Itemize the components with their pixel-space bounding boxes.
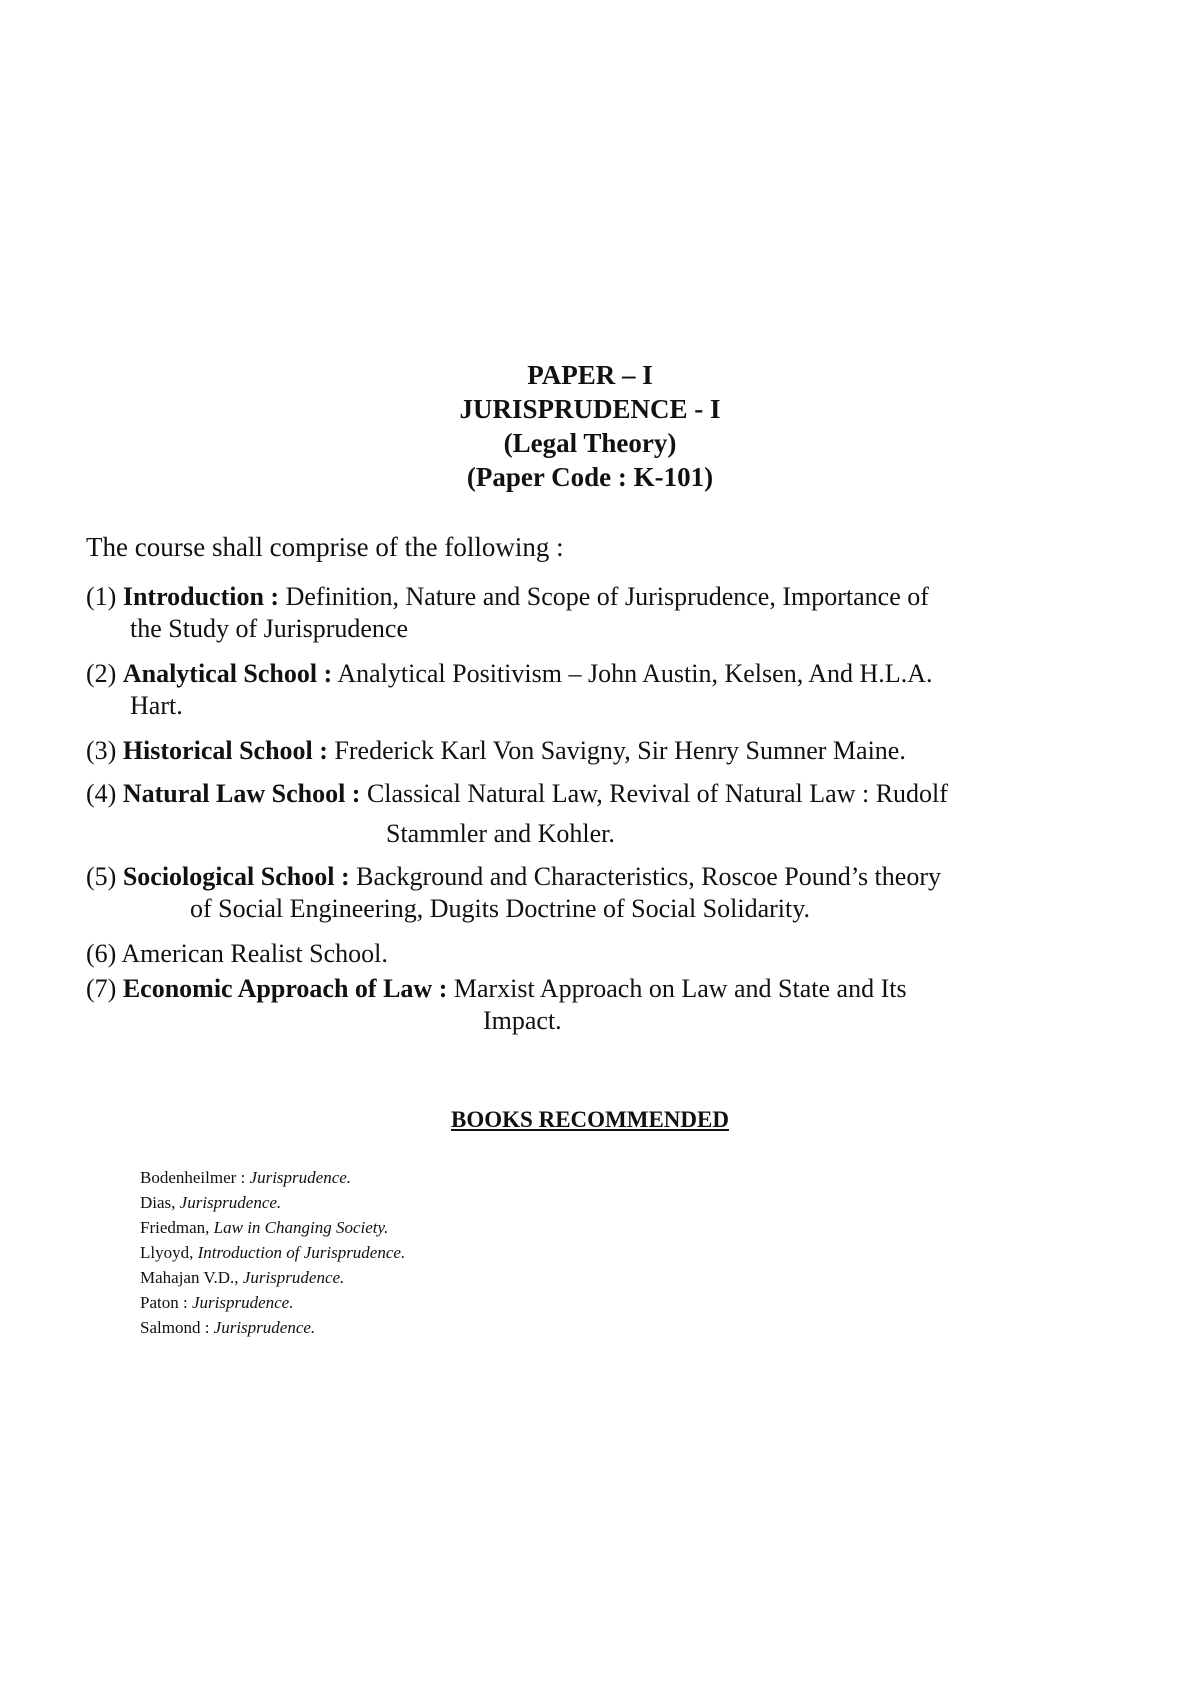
- item-2-continuation: Hart.: [130, 691, 183, 720]
- item-title: Economic Approach of Law :: [122, 974, 448, 1003]
- item-title: Historical School :: [122, 736, 328, 765]
- course-item-5: [86, 860, 941, 893]
- course-item-6: [86, 937, 388, 970]
- book-entry: [140, 1265, 405, 1290]
- book-entry: [140, 1215, 405, 1240]
- books-list: [140, 1165, 405, 1340]
- book-entry: [140, 1315, 405, 1340]
- item-title: Sociological School :: [122, 862, 350, 891]
- book-entry: [140, 1190, 405, 1215]
- item-text: Analytical Positivism – John Austin, Kelsen, And H.L.A.: [337, 659, 933, 688]
- book-author: Bodenheilmer :: [140, 1168, 246, 1187]
- item-number: (7): [86, 974, 117, 1003]
- book-entry: [140, 1240, 405, 1265]
- item-text: American Realist School.: [121, 939, 388, 968]
- item-title: Introduction :: [122, 582, 280, 611]
- book-entry: [140, 1290, 405, 1315]
- paper-title: JURISPRUDENCE - I: [459, 394, 721, 424]
- item-number: (4): [86, 779, 117, 808]
- course-item-1: [86, 580, 929, 613]
- course-item-2: [86, 657, 932, 690]
- paper-code: (Paper Code : K-101): [466, 462, 714, 492]
- course-item-7: [86, 972, 907, 1005]
- books-recommended-heading: BOOKS RECOMMENDED: [451, 1107, 729, 1132]
- item-text: Frederick Karl Von Savigny, Sir Henry Sumner Maine.: [334, 736, 906, 765]
- book-entry: [140, 1165, 405, 1190]
- course-item-4: [86, 777, 948, 810]
- book-title: Jurisprudence.: [249, 1168, 352, 1187]
- item-number: (5): [86, 862, 117, 891]
- course-item-3: [86, 734, 906, 767]
- course-intro: The course shall comprise of the following :: [86, 532, 564, 562]
- item-text: Classical Natural Law, Revival of Natural Law : Rudolf: [366, 779, 948, 808]
- book-title: Jurisprudence.: [213, 1318, 316, 1337]
- item-text: Background and Characteristics, Roscoe Pound’s theory: [356, 862, 941, 891]
- item-7-continuation: Impact.: [483, 1006, 562, 1035]
- book-author: Llyoyd,: [140, 1243, 194, 1262]
- item-5-continuation: of Social Engineering, Dugits Doctrine of Social Solidarity.: [190, 894, 811, 923]
- item-title: Analytical School :: [122, 659, 333, 688]
- book-title: Jurisprudence.: [179, 1193, 282, 1212]
- item-text: Marxist Approach on Law and State and Its: [453, 974, 907, 1003]
- item-text: Definition, Nature and Scope of Jurisprudence, Importance of: [285, 582, 929, 611]
- item-number: (2): [86, 659, 117, 688]
- page-header: [0, 358, 1180, 494]
- book-title: Jurisprudence.: [242, 1268, 345, 1287]
- book-title: Jurisprudence.: [191, 1293, 294, 1312]
- item-4-continuation: Stammler and Kohler.: [386, 819, 615, 848]
- book-author: Mahajan V.D.,: [140, 1268, 239, 1287]
- paper-number: PAPER – I: [527, 360, 653, 390]
- book-author: Salmond :: [140, 1318, 210, 1337]
- book-title: Law in Changing Society.: [213, 1218, 389, 1237]
- item-title: Natural Law School :: [122, 779, 361, 808]
- item-1-continuation: the Study of Jurisprudence: [130, 614, 409, 643]
- item-number: (3): [86, 736, 117, 765]
- book-author: Paton :: [140, 1293, 188, 1312]
- book-author: Friedman,: [140, 1218, 210, 1237]
- item-number: (1): [86, 582, 117, 611]
- book-author: Dias,: [140, 1193, 176, 1212]
- book-title: Introduction of Jurisprudence.: [197, 1243, 406, 1262]
- item-number: (6): [86, 939, 117, 968]
- paper-subtitle: (Legal Theory): [503, 428, 677, 458]
